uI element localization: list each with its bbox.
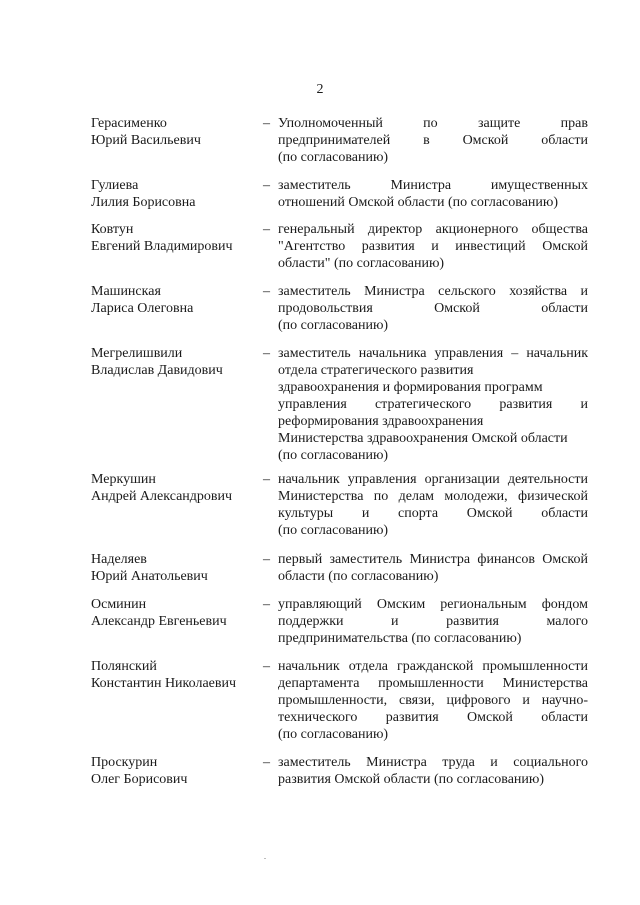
position-line: управляющий Омским региональным фондом xyxy=(278,597,588,612)
separator-dash: – xyxy=(263,178,270,193)
position-line: управления стратегического развития и xyxy=(278,397,588,412)
member-given-names: Александр Евгеньевич xyxy=(91,614,227,629)
member-position xyxy=(278,551,588,585)
member-given-names: Лилия Борисовна xyxy=(91,195,196,210)
member-position xyxy=(278,283,588,334)
position-line: области (по согласованию) xyxy=(278,569,439,584)
position-line: заместитель Министра сельского хозяйства и xyxy=(278,284,588,299)
member-name xyxy=(91,221,261,255)
member-position xyxy=(278,177,588,211)
position-line: области" (по согласованию) xyxy=(278,256,445,271)
member-name xyxy=(91,115,261,149)
member-surname: Осминин xyxy=(91,597,147,612)
position-line: заместитель Министра имущественных xyxy=(278,178,588,193)
member-surname: Проскурин xyxy=(91,755,158,770)
separator-dash: – xyxy=(263,659,270,674)
member-name xyxy=(91,283,261,317)
member-given-names: Олег Борисович xyxy=(91,772,188,787)
member-surname: Полянский xyxy=(91,659,157,674)
member-surname: Меркушин xyxy=(91,472,156,487)
member-surname: Машинская xyxy=(91,284,161,299)
member-given-names: Евгений Владимирович xyxy=(91,239,233,254)
position-line: "Агентство развития и инвестиций Омской xyxy=(278,239,588,254)
member-position xyxy=(278,345,588,464)
member-name xyxy=(91,658,261,692)
separator-dash: – xyxy=(263,552,270,567)
member-position xyxy=(278,754,588,788)
member-surname: Мегрелишвили xyxy=(91,346,183,361)
position-line: отношений Омской области (по согласованию) xyxy=(278,195,559,210)
position-line: предпринимателей в Омской области xyxy=(278,133,588,148)
page-number: 2 xyxy=(316,82,324,97)
member-name xyxy=(91,471,261,505)
position-line: здравоохранения и формирования программ xyxy=(278,380,543,395)
position-line: начальник отдела гражданской промышленности xyxy=(278,659,588,674)
member-surname: Гулиева xyxy=(91,178,139,193)
member-given-names: Юрий Анатольевич xyxy=(91,569,208,584)
member-name xyxy=(91,177,261,211)
position-line: культуры и спорта Омской области xyxy=(278,506,588,521)
position-line: заместитель Министра труда и социального xyxy=(278,755,588,770)
member-name xyxy=(91,551,261,585)
position-line: отдела стратегического развития xyxy=(278,363,474,378)
position-line: (по согласованию) xyxy=(278,318,389,333)
position-line: продовольствия Омской области xyxy=(278,301,588,316)
member-given-names: Юрий Васильевич xyxy=(91,133,201,148)
position-line: начальник управления организации деятельности xyxy=(278,472,588,487)
position-line: поддержки и развития малого xyxy=(278,614,588,629)
position-line: реформирования здравоохранения xyxy=(278,414,484,429)
separator-dash: – xyxy=(263,755,270,770)
member-given-names: Владислав Давидович xyxy=(91,363,223,378)
scan-mark xyxy=(264,858,266,859)
position-line: промышленности, связи, цифрового и научно- xyxy=(278,693,588,708)
separator-dash: – xyxy=(263,222,270,237)
position-line: генеральный директор акционерного общества xyxy=(278,222,588,237)
position-line: предпринимательства (по согласованию) xyxy=(278,631,522,646)
position-line: (по согласованию) xyxy=(278,523,389,538)
separator-dash: – xyxy=(263,597,270,612)
position-line: (по согласованию) xyxy=(278,448,389,463)
member-given-names: Андрей Александрович xyxy=(91,489,233,504)
position-line: развития Омской области (по согласованию) xyxy=(278,772,545,787)
member-surname: Наделяев xyxy=(91,552,147,567)
position-line: Уполномоченный по защите прав xyxy=(278,116,588,131)
member-position xyxy=(278,115,588,166)
separator-dash: – xyxy=(263,472,270,487)
position-line: Министерства здравоохранения Омской области xyxy=(278,431,568,446)
position-line: департамента промышленности Министерства xyxy=(278,676,588,691)
position-line: Министерства по делам молодежи, физической xyxy=(278,489,588,504)
member-name xyxy=(91,596,261,630)
member-position xyxy=(278,596,588,647)
member-position xyxy=(278,658,588,743)
member-surname: Ковтун xyxy=(91,222,134,237)
member-name xyxy=(91,754,261,788)
member-given-names: Лариса Олеговна xyxy=(91,301,194,316)
member-surname: Герасименко xyxy=(91,116,167,131)
position-line: заместитель начальника управления – начальник xyxy=(278,346,588,361)
member-position xyxy=(278,221,588,272)
separator-dash: – xyxy=(263,284,270,299)
position-line: первый заместитель Министра финансов Омской xyxy=(278,552,588,567)
member-given-names: Константин Николаевич xyxy=(91,676,237,691)
position-line: (по согласованию) xyxy=(278,150,389,165)
member-name xyxy=(91,345,261,379)
separator-dash: – xyxy=(263,346,270,361)
position-line: технического развития Омской области xyxy=(278,710,588,725)
separator-dash: – xyxy=(263,116,270,131)
position-line: (по согласованию) xyxy=(278,727,389,742)
member-position xyxy=(278,471,588,539)
